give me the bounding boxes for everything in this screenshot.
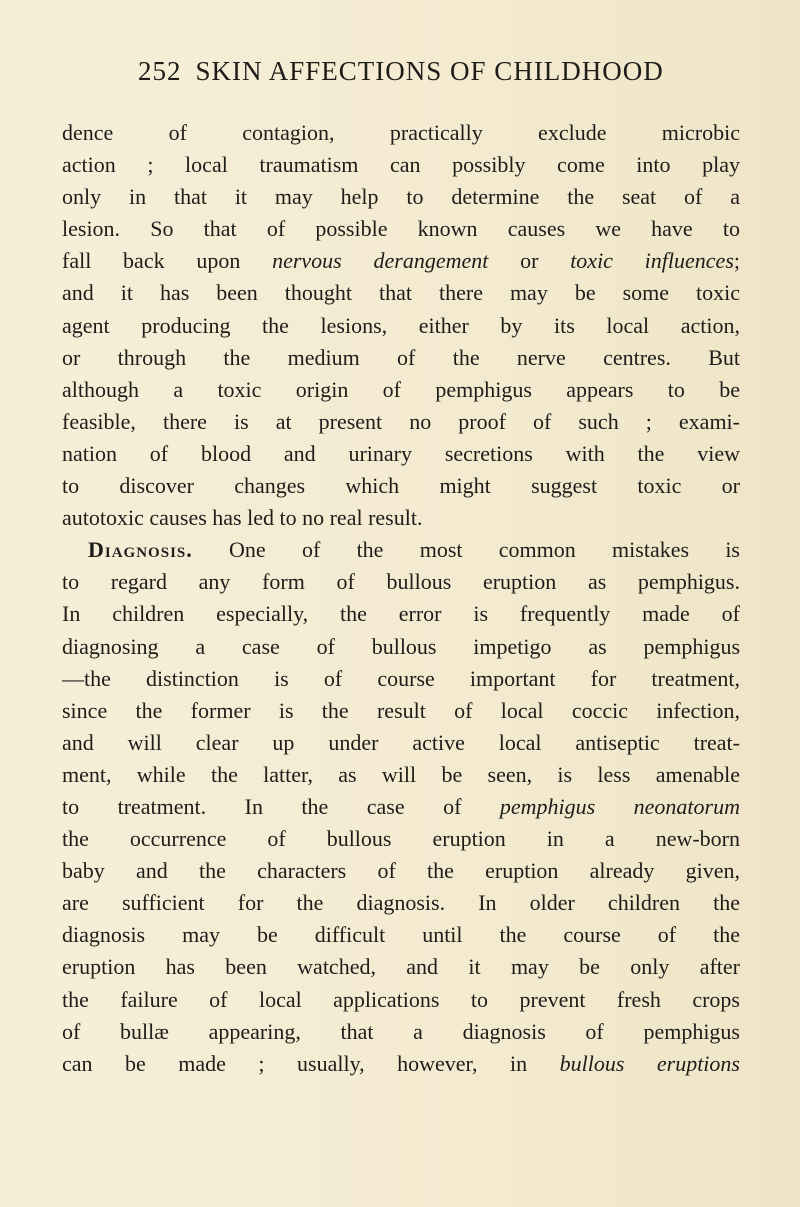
page-number: 252 [138,56,182,86]
text-fragment: or [488,248,571,274]
text-line: and will clear up under active local antiseptic treat- [62,729,740,755]
text-line: although a toxic origin of pemphigus appears to be [62,376,740,402]
text-line: —the distinction is of course important for treatment, [62,665,740,691]
italic-term-pemphigus-neonatorum: pemphigus neonatorum [499,793,740,819]
paragraph-etiology [62,117,740,534]
text-line: eruption has been watched, and it may be only after [62,954,740,980]
text-line: the failure of local applications to prevent fresh crops [62,986,740,1012]
text-line: only in that it may help to determine the seat of a [62,184,740,210]
italic-term-nervous-derangement: nervous derangement [272,248,489,274]
text-line [62,245,740,277]
text-fragment: to treatment. In the case of [62,793,500,819]
text-line: of bullæ appearing, that a diagnosis of pemphigus [62,1018,740,1044]
body-text [62,117,740,1080]
text-fragment: ; [733,248,740,274]
text-fragment: One of the most common mistakes is [192,537,740,563]
running-title: SKIN AFFECTIONS OF CHILDHOOD [195,56,664,86]
text-line: the occurrence of bullous eruption in a new-born [62,826,740,852]
italic-term-toxic-influences: toxic influences [570,248,734,274]
text-line: action ; local traumatism can possibly come into play [62,152,740,178]
text-line: dence of contagion, practically exclude microbic [62,120,740,145]
text-line: baby and the characters of the eruption already given, [62,858,740,884]
text-line [62,1048,740,1080]
text-line: autotoxic causes has led to no real result. [62,505,423,531]
text-line: and it has been thought that there may be some toxic [62,280,740,306]
text-line: diagnosing a case of bullous impetigo as pemphigus [62,633,740,659]
text-line: are sufficient for the diagnosis. In older children the [62,890,740,916]
text-line: or through the medium of the nerve centres. But [62,344,740,370]
text-fragment: can be made ; usually, however, in [62,1050,560,1076]
text-line [62,534,740,566]
text-line: to regard any form of bullous eruption as pemphigus. [62,569,740,595]
text-line: diagnosis may be difficult until the course of the [62,922,740,948]
page-header [138,58,740,85]
text-line: nation of blood and urinary secretions with the view [62,440,740,466]
text-line: since the former is the result of local coccic infection, [62,697,740,723]
text-fragment: fall back upon [62,248,273,274]
text-line: ment, while the latter, as will be seen, is less amenable [62,761,740,787]
italic-term-bullous-eruptions: bullous eruptions [559,1050,740,1076]
paragraph-diagnosis [62,534,740,1080]
text-line: lesion. So that of possible known causes we have to [62,216,740,242]
text-line: agent producing the lesions, either by its local action, [62,312,740,338]
text-line: to discover changes which might suggest toxic or [62,473,740,499]
text-line [62,791,740,823]
section-heading-diagnosis: Diagnosis. [88,537,193,563]
text-line: In children especially, the error is frequently made of [62,601,740,627]
text-line: feasible, there is at present no proof of such ; exami- [62,408,740,434]
